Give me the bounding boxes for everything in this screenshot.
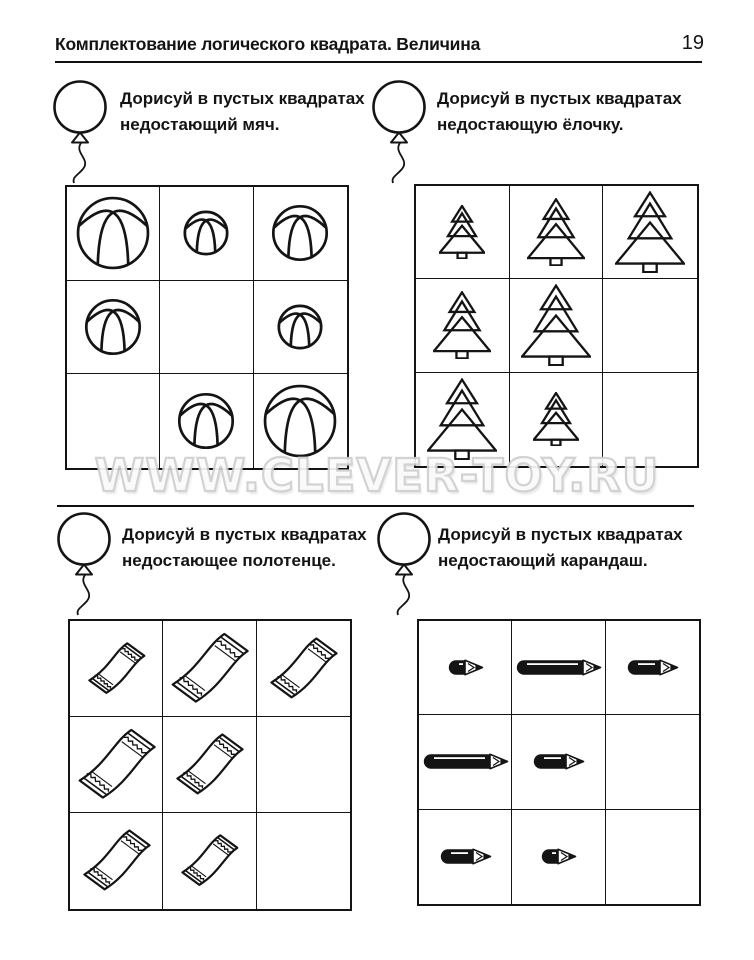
empty-cell xyxy=(160,281,253,375)
ball-medium xyxy=(254,187,347,281)
tree-medium xyxy=(416,279,510,372)
towel-small xyxy=(70,621,163,717)
pencil-medium xyxy=(606,621,699,715)
empty-cell xyxy=(603,279,697,372)
pencil-medium xyxy=(419,810,512,904)
towel-medium xyxy=(70,813,163,909)
page-title: Комплектование логического квадрата. Величина xyxy=(55,34,481,54)
instruction-towels: Дорисуй в пустых квадратах недостающее полотенце. xyxy=(122,525,367,570)
logic-grid-pencils xyxy=(417,619,701,906)
pencil-small xyxy=(419,621,512,715)
towel-large xyxy=(163,621,256,717)
logic-grid-towels xyxy=(68,619,352,911)
towel-medium xyxy=(163,717,256,813)
watermark: WWW.CLEVER-TOY.RU xyxy=(94,449,660,502)
ball-small xyxy=(160,187,253,281)
ball-small xyxy=(254,281,347,375)
logic-grid-balls xyxy=(65,185,349,470)
tree-medium xyxy=(510,186,604,279)
pencil-medium xyxy=(512,715,605,809)
balloon-icon xyxy=(52,80,110,184)
balloon-icon xyxy=(56,512,114,616)
instruction-pencils: Дорисуй в пустых квадратах недостающий карандаш. xyxy=(438,525,683,570)
section-divider xyxy=(57,505,694,507)
instruction-trees: Дорисуй в пустых квадратах недостающую ёлочку. xyxy=(437,89,682,134)
logic-grid-trees xyxy=(414,184,699,468)
balloon-icon xyxy=(371,80,429,184)
tree-large xyxy=(603,186,697,279)
pencil-small xyxy=(512,810,605,904)
towel-small xyxy=(163,813,256,909)
tree-large xyxy=(510,279,604,372)
empty-cell xyxy=(606,810,699,904)
empty-cell xyxy=(257,813,350,909)
empty-cell xyxy=(606,715,699,809)
instruction-balls: Дорисуй в пустых квадратах недостающий мяч. xyxy=(120,89,365,134)
ball-medium xyxy=(67,281,160,375)
tree-small xyxy=(416,186,510,279)
page-number: 19 xyxy=(681,32,704,54)
towel-medium xyxy=(257,621,350,717)
empty-cell xyxy=(257,717,350,813)
header-rule xyxy=(55,61,702,63)
pencil-large xyxy=(512,621,605,715)
towel-large xyxy=(70,717,163,813)
pencil-large xyxy=(419,715,512,809)
balloon-icon xyxy=(376,512,434,616)
ball-large xyxy=(67,187,160,281)
